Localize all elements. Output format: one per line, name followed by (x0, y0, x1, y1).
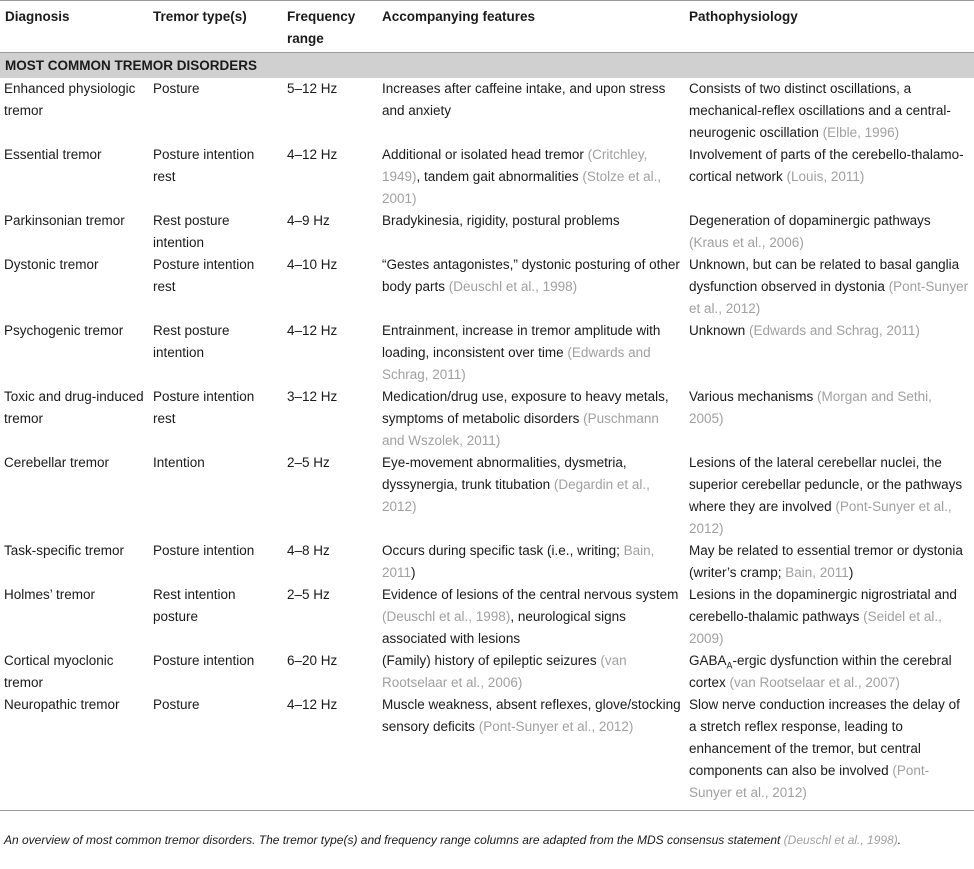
header-accompanying-features: Accompanying features (378, 1, 685, 52)
features-text: , tandem gait abnormalities (416, 168, 583, 184)
features-cell (378, 650, 685, 694)
features-cell (378, 320, 685, 386)
tremor-types-cell: Rest posture intention (153, 212, 230, 250)
patho-text: Slow nerve conduction increases the delay of a stretch reflex response, leading to enhancement of the tremor, but central components can also be involved (689, 696, 960, 778)
features-text: Additional or isolated head tremor (382, 146, 588, 162)
section-title: MOST COMMON TREMOR DISORDERS (0, 52, 974, 78)
citation-link[interactable]: (Seidel et al., 2009) (689, 608, 942, 646)
tremor-types-cell: Posture intention (153, 542, 255, 558)
citation-link[interactable]: (Morgan and Sethi, 2005) (689, 388, 932, 426)
citation-link[interactable]: (Critchley, 1949) (382, 146, 648, 184)
features-cell (378, 210, 685, 254)
features-text: Evidence of lesions of the central nervous system (382, 586, 679, 602)
table-row (0, 386, 974, 452)
tremor-disorders-table (0, 1, 974, 811)
caption-text: . (897, 833, 902, 847)
frequency-cell: 4–10 Hz (287, 256, 338, 272)
patho-text: -ergic dysfunction within the cerebral cortex (689, 652, 952, 690)
diagnosis-cell: Neuropathic tremor (0, 694, 149, 811)
features-text: Bradykinesia, rigidity, postural problems (382, 212, 620, 228)
table-row (0, 254, 974, 320)
diagnosis-cell: Cerebellar tremor (4, 454, 110, 470)
header-diagnosis: Diagnosis (0, 1, 149, 52)
patho-text: ) (848, 564, 854, 580)
pathophysiology-cell (685, 320, 974, 386)
pathophysiology-cell (685, 584, 974, 650)
diagnosis-cell: Task-specific tremor (4, 542, 125, 558)
header-tremor-types: Tremor type(s) (149, 1, 283, 52)
features-cell (378, 452, 685, 540)
patho-subscript: A (726, 660, 733, 671)
tremor-types-cell: Posture (149, 694, 283, 811)
tremor-types-cell: Posture intention rest (153, 146, 255, 184)
table-row (0, 584, 974, 650)
features-cell (378, 584, 685, 650)
citation-link[interactable]: Bain, 2011 (382, 542, 655, 580)
features-text: Eye-movement abnormalities, dysmetria, dyssynergia, trunk titubation (382, 454, 627, 492)
frequency-cell: 6–20 Hz (287, 652, 338, 668)
diagnosis-cell: Toxic and drug-induced tremor (4, 388, 144, 426)
frequency-cell: 4–9 Hz (287, 212, 330, 228)
pathophysiology-cell (685, 650, 974, 694)
features-text: , neurological signs associated with lesions (382, 608, 626, 646)
frequency-cell: 5–12 Hz (287, 80, 338, 96)
features-text: ) (411, 564, 416, 580)
section-row (0, 52, 974, 78)
table-row (0, 144, 974, 210)
diagnosis-cell: Holmes’ tremor (4, 586, 96, 602)
pathophysiology-cell (685, 78, 974, 144)
citation-link[interactable]: (Deuschl et al., 1998) (783, 833, 898, 847)
features-text: Medication/drug use, exposure to heavy metals, symptoms of metabolic disorders (382, 388, 669, 426)
citation-link[interactable]: (van Rootselaar et al., 2007) (729, 674, 900, 690)
features-text: (Family) history of epileptic seizures (382, 652, 601, 668)
diagnosis-cell: Cortical myoclonic tremor (4, 652, 114, 690)
tremor-types-cell: Intention (153, 454, 205, 470)
citation-link[interactable]: (Kraus et al., 2006) (689, 234, 804, 250)
citation-link[interactable]: (Pont-Sunyer et al., 2012) (478, 718, 634, 734)
features-text: Muscle weakness, absent reflexes, glove/stocking sensory deficits (382, 696, 681, 734)
tremor-types-cell: Posture intention rest (153, 388, 255, 426)
table-row (0, 452, 974, 540)
features-cell (378, 78, 685, 144)
pathophysiology-cell (685, 144, 974, 210)
frequency-cell: 3–12 Hz (287, 388, 338, 404)
patho-text: Unknown, but can be related to basal ganglia dysfunction observed in dystonia (689, 256, 960, 294)
table-row (0, 650, 974, 694)
features-cell (378, 386, 685, 452)
table-row (0, 210, 974, 254)
tremor-types-cell: Posture intention (153, 652, 255, 668)
frequency-cell: 4–12 Hz (287, 322, 338, 338)
frequency-cell: 2–5 Hz (287, 586, 330, 602)
table-row (0, 78, 974, 144)
header-frequency-range: Frequency range (283, 1, 378, 52)
patho-text: Degeneration of dopaminergic pathways (689, 212, 931, 228)
features-text: Increases after caffeine intake, and upon stress and anxiety (382, 80, 666, 118)
pathophysiology-cell (685, 254, 974, 320)
table-header (0, 1, 974, 52)
frequency-cell: 4–12 Hz (287, 146, 338, 162)
tremor-types-cell: Rest intention posture (153, 586, 236, 624)
tremor-types-cell: Rest posture intention (153, 322, 230, 360)
patho-text: Lesions of the lateral cerebellar nuclei, the superior cerebellar peduncle, or the pathways where they are involved (689, 454, 963, 514)
citation-link[interactable]: (Edwards and Schrag, 2011) (382, 344, 651, 382)
diagnosis-cell: Psychogenic tremor (4, 322, 124, 338)
frequency-cell: 4–12 Hz (283, 694, 378, 811)
patho-text: Consists of two distinct oscillations, a mechanical-reflex oscillations and a central-neurogenic oscillation (689, 80, 951, 140)
features-cell (378, 254, 685, 320)
citation-link[interactable]: (Deuschl et al., 1998) (448, 278, 578, 294)
patho-text: GABA (689, 652, 727, 668)
citation-link[interactable]: (Pont-Sunyer et al., 2012) (689, 762, 930, 800)
features-cell (378, 144, 685, 210)
table-row (0, 320, 974, 386)
features-text: Entrainment, increase in tremor amplitude with loading, inconsistent over time (382, 322, 661, 360)
citation-link[interactable]: (Elble, 1996) (822, 124, 900, 140)
tremor-types-cell: Posture intention rest (153, 256, 255, 294)
patho-text: Involvement of parts of the cerebello-thalamo-cortical network (689, 146, 964, 184)
table-row (0, 694, 974, 811)
citation-link[interactable]: (Puschmann and Wszolek, 2011) (382, 410, 659, 448)
features-cell (378, 540, 685, 584)
table-caption (4, 830, 970, 850)
citation-link[interactable]: (Stolze et al., 2001) (382, 168, 662, 206)
features-cell (378, 694, 685, 811)
tremor-types-cell: Posture (153, 80, 200, 96)
patho-text: Lesions in the dopaminergic nigrostriatal and cerebello-thalamic pathways (689, 586, 957, 624)
diagnosis-cell: Enhanced physiologic tremor (4, 80, 136, 118)
frequency-cell: 4–8 Hz (287, 542, 330, 558)
diagnosis-cell: Dystonic tremor (4, 256, 99, 272)
citation-link[interactable]: (Pont-Sunyer et al., 2012) (689, 498, 952, 536)
frequency-cell: 2–5 Hz (287, 454, 330, 470)
features-text: “Gestes antagonistes,” dystonic posturing of other body parts (382, 256, 680, 294)
citation-link[interactable]: (Edwards and Schrag, 2011) (749, 322, 920, 338)
pathophysiology-cell (685, 452, 974, 540)
caption-text: An overview of most common tremor disorders. The tremor type(s) and frequency range columns are adapted from the MDS consensus statement (4, 833, 784, 847)
diagnosis-cell: Essential tremor (4, 146, 102, 162)
features-text: Occurs during specific task (i.e., writing; (382, 542, 624, 558)
patho-text: Unknown (689, 322, 750, 338)
pathophysiology-cell (685, 540, 974, 584)
table-row (0, 540, 974, 584)
patho-text: Various mechanisms (689, 388, 818, 404)
pathophysiology-cell (685, 210, 974, 254)
citation-link[interactable]: Bain, 2011 (785, 564, 849, 580)
pathophysiology-cell (685, 386, 974, 452)
diagnosis-cell: Parkinsonian tremor (4, 212, 125, 228)
patho-text: May be related to essential tremor or dystonia (writer’s cramp; (689, 542, 963, 580)
citation-link[interactable]: (Deuschl et al., 1998) (382, 608, 511, 624)
header-pathophysiology: Pathophysiology (685, 1, 974, 52)
citation-link[interactable]: (Degardin et al., 2012) (382, 476, 650, 514)
citation-link[interactable]: (Pont-Sunyer et al., 2012) (689, 278, 969, 316)
citation-link[interactable]: (Louis, 2011) (786, 168, 865, 184)
citation-link[interactable]: (van Rootselaar et al., 2006) (382, 652, 627, 690)
pathophysiology-cell (685, 694, 974, 811)
